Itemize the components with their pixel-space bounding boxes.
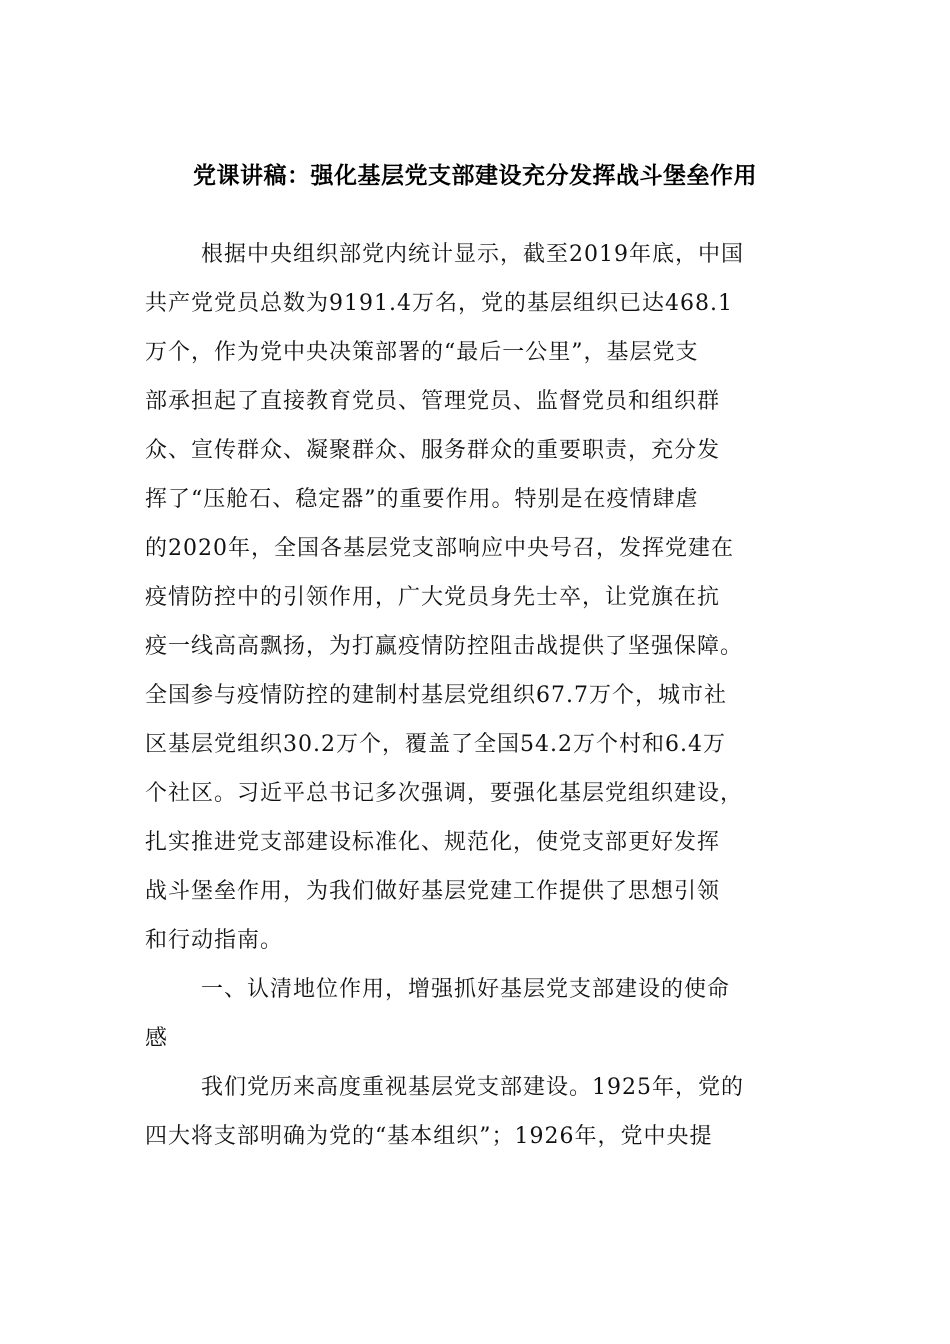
- paragraph-line: 区基层党组织30.2万个，覆盖了全国54.2万个村和6.4万: [145, 732, 726, 757]
- paragraph-line: 全国参与疫情防控的建制村基层党组织67.7万个，城市社: [145, 683, 727, 708]
- paragraph-line: 我们党历来高度重视基层党支部建设。1925年，党的: [201, 1075, 744, 1100]
- paragraph-line: 四大将支部明确为党的“基本组织”；1926年，党中央提: [145, 1124, 713, 1149]
- paragraph-line: 共产党党员总数为9191.4万名，党的基层组织已达468.1: [145, 291, 733, 316]
- paragraph-line: 扎实推进党支部建设标准化、规范化，使党支部更好发挥: [145, 830, 721, 855]
- paragraph-line: 战斗堡垒作用，为我们做好基层党建工作提供了思想引领: [145, 879, 721, 904]
- paragraph-line: 和行动指南。: [145, 928, 284, 953]
- paragraph-line: 疫一线高高飘扬，为打赢疫情防控阻击战提供了坚强保障。: [145, 634, 744, 659]
- paragraph-line: 个社区。习近平总书记多次强调，要强化基层党组织建设，: [145, 781, 744, 806]
- paragraph-line: 部承担起了直接教育党员、管理党员、监督党员和组织群: [145, 389, 721, 414]
- paragraph-line: 根据中央组织部党内统计显示，截至2019年底，中国: [201, 242, 744, 267]
- paragraph-line: 疫情防控中的引领作用，广大党员身先士卒，让党旗在抗: [145, 585, 721, 610]
- section-heading-line: 感: [145, 1026, 169, 1051]
- paragraph-line: 的2020年，全国各基层党支部响应中央号召，发挥党建在: [145, 536, 734, 561]
- document-body: [145, 230, 795, 1161]
- document-title: 党课讲稿：强化基层党支部建设充分发挥战斗堡垒作用: [193, 162, 757, 189]
- paragraph-line: 挥了“压舱石、稳定器”的重要作用。特别是在疫情肆虐: [145, 487, 699, 512]
- paragraph-line: 众、宣传群众、凝聚群众、服务群众的重要职责，充分发: [145, 438, 721, 463]
- paragraph-line: 万个，作为党中央决策部署的“最后一公里”，基层党支: [145, 340, 699, 365]
- section-heading-line: 一、认清地位作用，增强抓好基层党支部建设的使命: [201, 977, 731, 1002]
